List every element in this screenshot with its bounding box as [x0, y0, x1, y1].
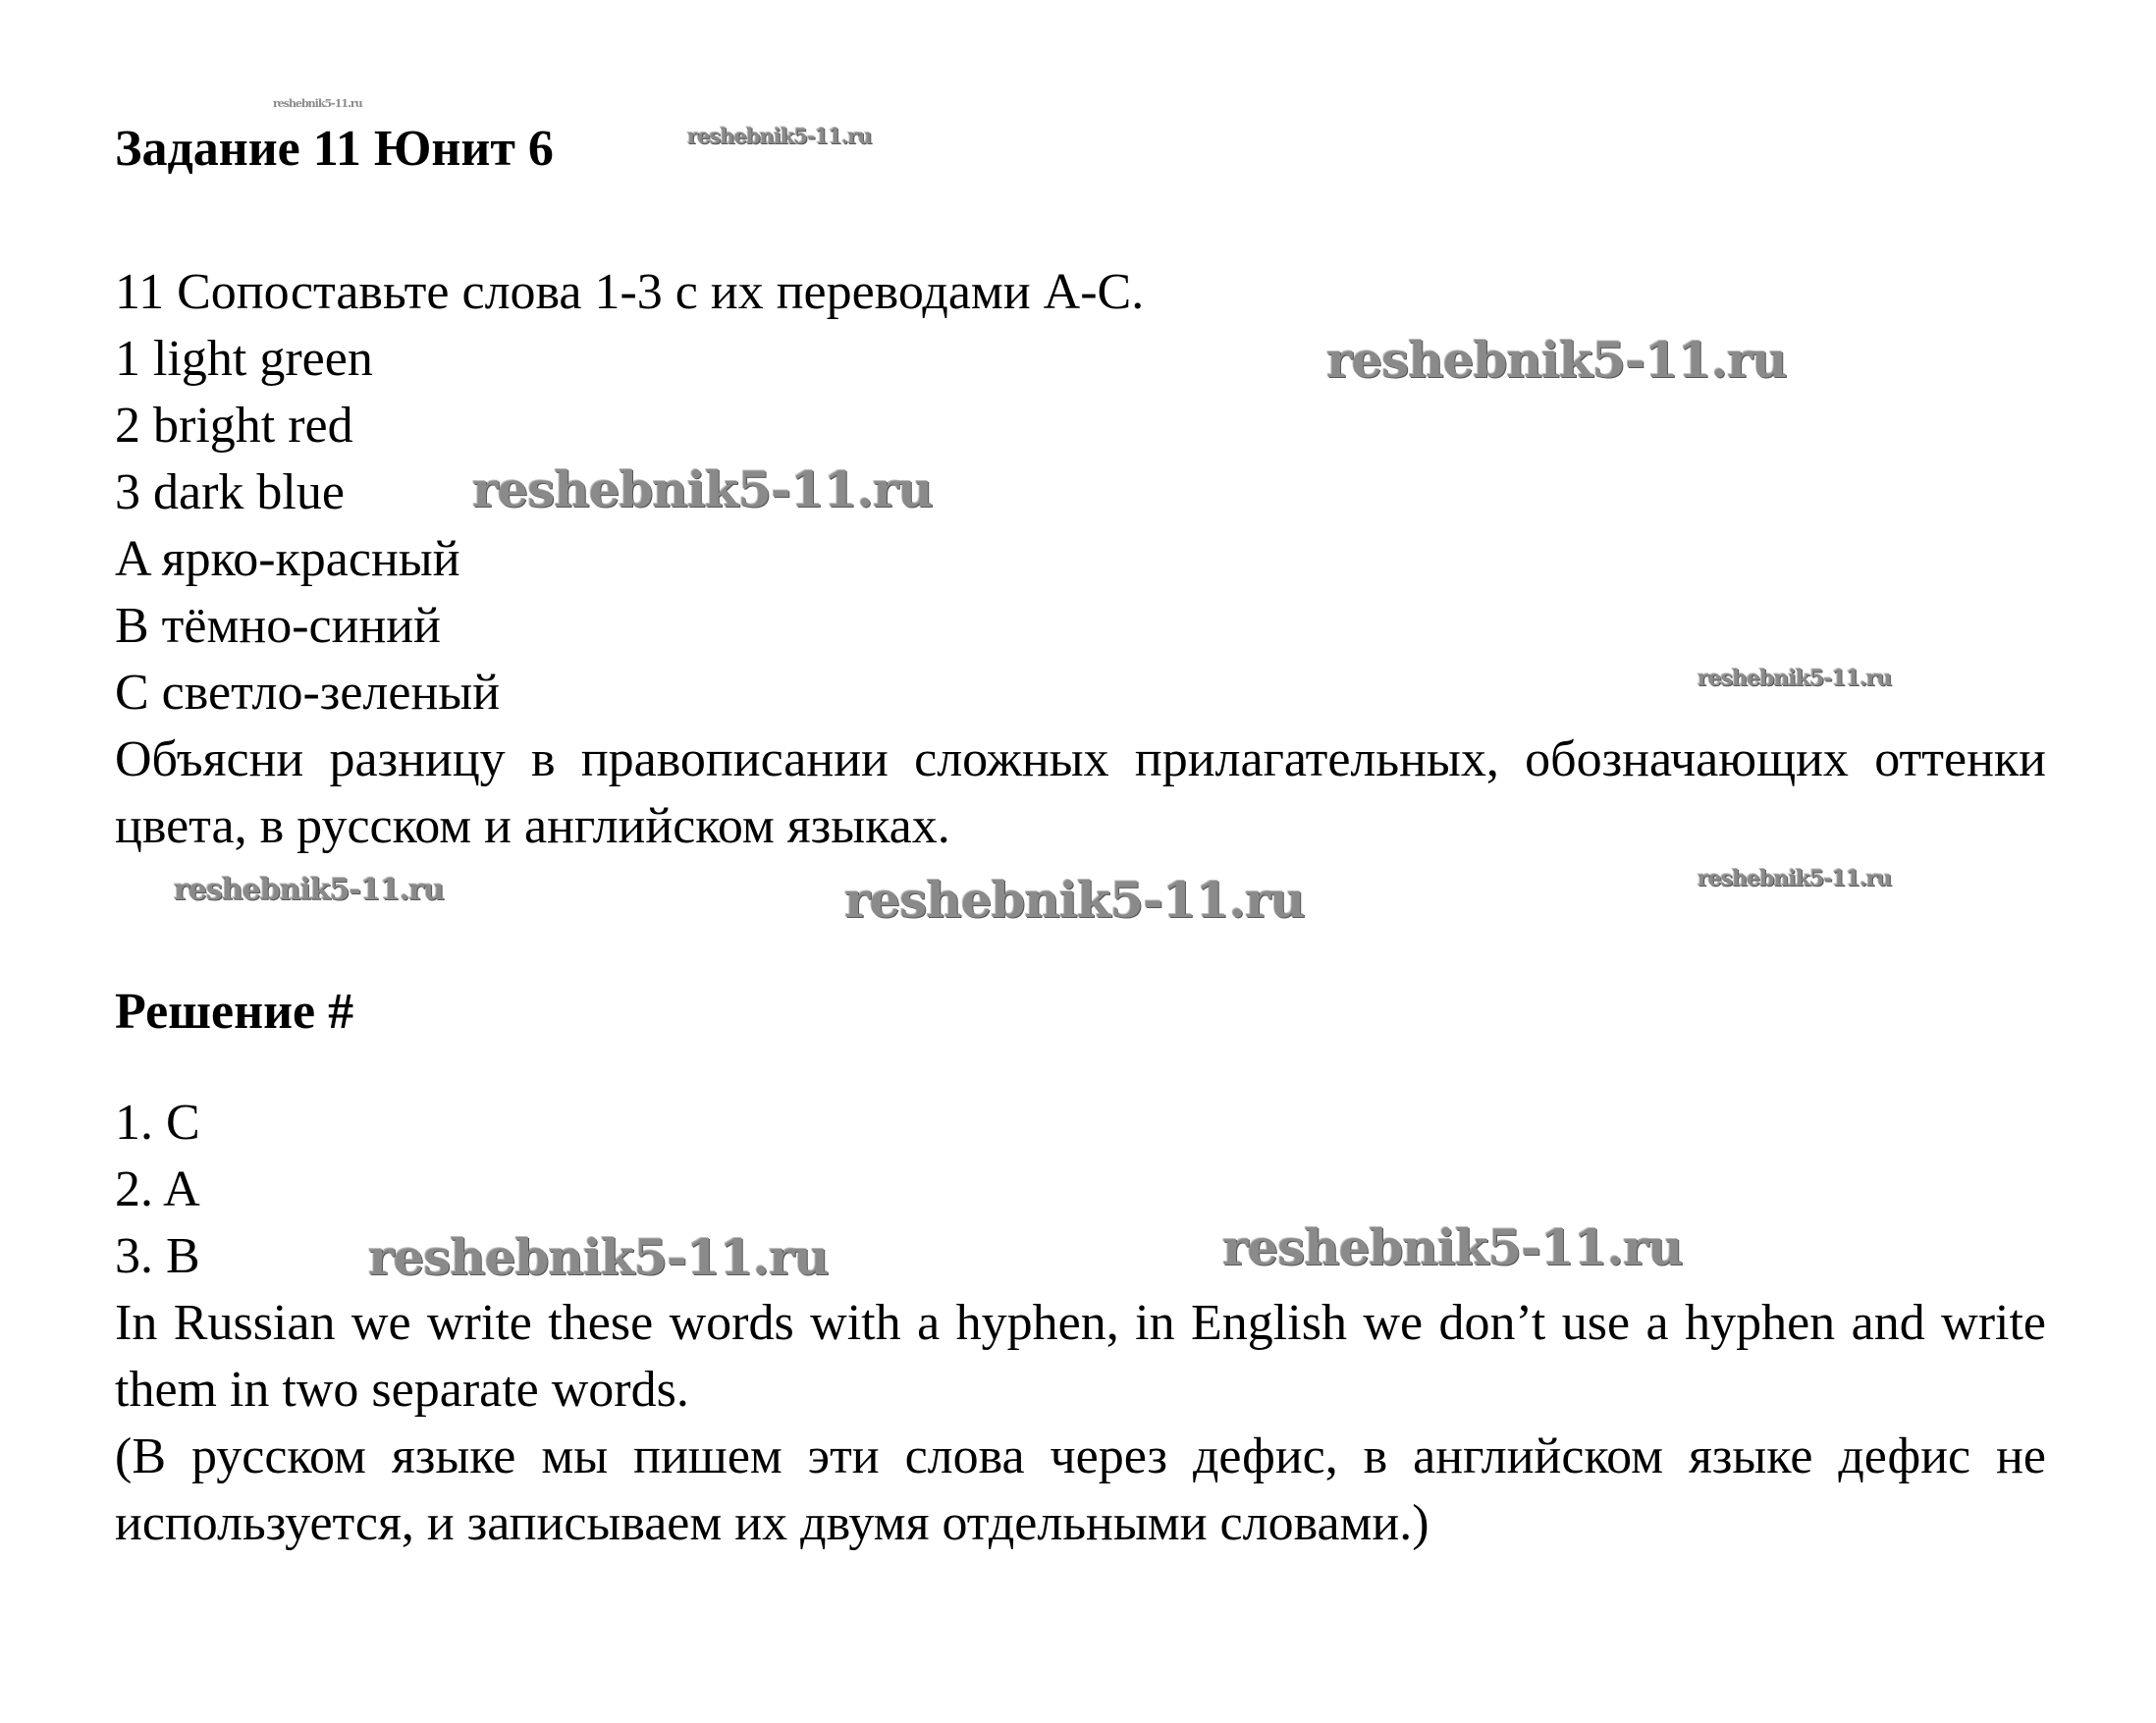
- answer-item: 1. C: [115, 1095, 200, 1151]
- watermark: reshebnik5-11.ru: [687, 124, 872, 148]
- page-title: Задание 11 Юнит 6: [115, 121, 554, 177]
- word-item: 1 light green: [115, 331, 373, 387]
- watermark: reshebnik5-11.ru: [273, 97, 362, 110]
- word-item: 2 bright red: [115, 398, 353, 454]
- solution-title: Решение #: [115, 984, 354, 1040]
- explanation-english: In Russian we write these words with a hyphen, in English we don’t use a hyphen and write them in two separate words.: [115, 1295, 2046, 1418]
- watermark: reshebnik5-11.ru: [472, 460, 933, 518]
- watermark: reshebnik5-11.ru: [368, 1228, 829, 1286]
- watermark: reshebnik5-11.ru: [844, 871, 1305, 929]
- task-question: Объясни разницу в правописании сложных прилагательных, обозначающих оттенки цвета, в русском и английском языках.: [115, 731, 2046, 854]
- task-instruction: 11 Сопоставьте слова 1-3 с их переводами A-C.: [115, 264, 1145, 320]
- translation-item: A ярко-красный: [115, 531, 460, 587]
- answer-item: 3. B: [115, 1228, 200, 1284]
- solution-block: [115, 1090, 2046, 1557]
- watermark: reshebnik5-11.ru: [1222, 1218, 1683, 1276]
- answer-item: 2. A: [115, 1161, 200, 1217]
- watermark: reshebnik5-11.ru: [1326, 331, 1787, 389]
- watermark: reshebnik5-11.ru: [1698, 866, 1892, 891]
- word-item: 3 dark blue: [115, 464, 345, 520]
- translation-item: C светло-зеленый: [115, 665, 501, 721]
- explanation-russian: (В русском языке мы пишем эти слова через дефис, в английском языке дефис не используется, и записываем их двумя отдельными словами.): [115, 1428, 2046, 1551]
- translation-item: B тёмно-синий: [115, 598, 441, 654]
- watermark: reshebnik5-11.ru: [174, 873, 444, 907]
- watermark: reshebnik5-11.ru: [1698, 666, 1892, 691]
